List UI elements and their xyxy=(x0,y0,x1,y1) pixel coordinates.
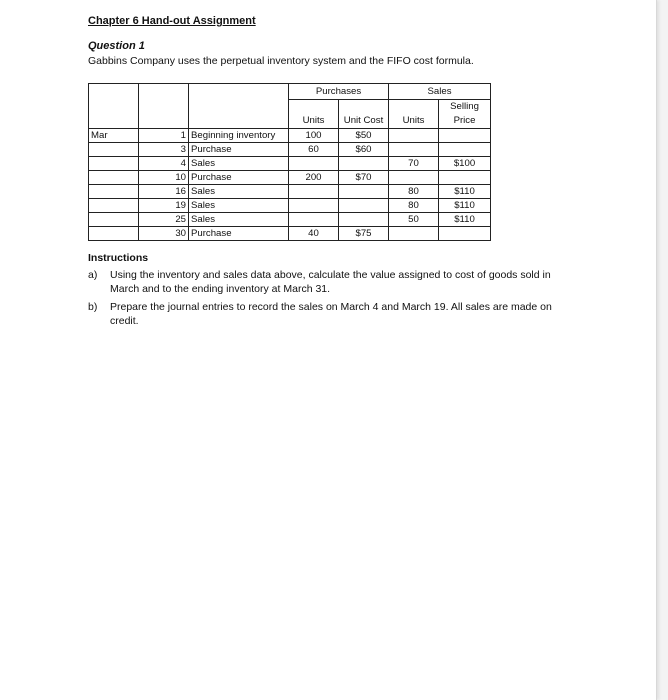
description-cell: Purchase xyxy=(189,227,289,241)
day-cell: 19 xyxy=(139,199,189,213)
month-cell xyxy=(89,143,139,157)
purchase-units-cell xyxy=(289,199,339,213)
purchase-units-cell: 200 xyxy=(289,171,339,185)
inventory-table xyxy=(88,83,491,241)
instruction-a xyxy=(88,268,568,296)
selling-price-cell xyxy=(439,143,491,157)
table-row xyxy=(89,199,491,213)
sales-header: Sales xyxy=(389,84,491,100)
question-title: Question 1 xyxy=(88,40,145,52)
day-cell: 25 xyxy=(139,213,189,227)
instruction-b-label: b) xyxy=(88,301,98,313)
table-header-row xyxy=(89,113,491,129)
purchase-units-cell xyxy=(289,157,339,171)
selling-price-cell: $100 xyxy=(439,157,491,171)
instructions-heading: Instructions xyxy=(88,252,149,264)
purchase-units-cell xyxy=(289,213,339,227)
sales-units-header: Units xyxy=(389,113,439,129)
price-header: Price xyxy=(439,113,491,129)
purchase-cost-cell: $60 xyxy=(339,143,389,157)
day-cell: 4 xyxy=(139,157,189,171)
description-cell: Sales xyxy=(189,157,289,171)
sales-units-cell xyxy=(389,227,439,241)
month-cell xyxy=(89,185,139,199)
sales-units-cell: 80 xyxy=(389,199,439,213)
month-cell xyxy=(89,157,139,171)
month-cell xyxy=(89,213,139,227)
purchase-cost-cell: $75 xyxy=(339,227,389,241)
purchase-units-cell xyxy=(289,185,339,199)
sales-units-cell xyxy=(389,171,439,185)
table-row xyxy=(89,143,491,157)
sales-units-cell xyxy=(389,129,439,143)
units-header: Units xyxy=(289,113,339,129)
table-row xyxy=(89,185,491,199)
month-cell xyxy=(89,171,139,185)
description-cell: Sales xyxy=(189,185,289,199)
sales-units-cell xyxy=(389,143,439,157)
day-cell: 3 xyxy=(139,143,189,157)
chapter-title: Chapter 6 Hand-out Assignment xyxy=(88,15,256,27)
month-cell xyxy=(89,227,139,241)
table-row xyxy=(89,227,491,241)
purchase-units-cell: 40 xyxy=(289,227,339,241)
table-row xyxy=(89,213,491,227)
instruction-a-text: Using the inventory and sales data above, calculate the value assigned to cost of goods sold in March and to the ending inventory at March 31. xyxy=(110,269,551,295)
purchase-units-cell: 100 xyxy=(289,129,339,143)
day-cell: 30 xyxy=(139,227,189,241)
instruction-b-text: Prepare the journal entries to record the sales on March 4 and March 19. All sales are made on credit. xyxy=(110,301,552,327)
description-cell: Beginning inventory xyxy=(189,129,289,143)
month-cell xyxy=(89,199,139,213)
instruction-b xyxy=(88,300,568,328)
day-cell: 1 xyxy=(139,129,189,143)
purchase-cost-cell xyxy=(339,213,389,227)
purchase-cost-cell xyxy=(339,199,389,213)
purchase-cost-cell xyxy=(339,185,389,199)
selling-price-cell xyxy=(439,171,491,185)
question-text: Gabbins Company uses the perpetual inventory system and the FIFO cost formula. xyxy=(88,55,474,67)
purchase-units-cell: 60 xyxy=(289,143,339,157)
purchases-header: Purchases xyxy=(289,84,389,100)
table-row xyxy=(89,171,491,185)
table-body xyxy=(89,129,491,241)
description-cell: Purchase xyxy=(189,143,289,157)
selling-price-cell xyxy=(439,227,491,241)
selling-header: Selling xyxy=(439,100,491,114)
table-header-row xyxy=(89,100,491,114)
purchase-cost-cell: $70 xyxy=(339,171,389,185)
purchase-cost-cell xyxy=(339,157,389,171)
instruction-a-label: a) xyxy=(88,269,98,281)
selling-price-cell: $110 xyxy=(439,213,491,227)
description-cell: Sales xyxy=(189,199,289,213)
unit-cost-header: Unit Cost xyxy=(339,113,389,129)
purchase-cost-cell: $50 xyxy=(339,129,389,143)
sales-units-cell: 80 xyxy=(389,185,439,199)
description-cell: Purchase xyxy=(189,171,289,185)
day-cell: 16 xyxy=(139,185,189,199)
sales-units-cell: 70 xyxy=(389,157,439,171)
day-cell: 10 xyxy=(139,171,189,185)
description-cell: Sales xyxy=(189,213,289,227)
table-row xyxy=(89,129,491,143)
selling-price-cell xyxy=(439,129,491,143)
table-row xyxy=(89,157,491,171)
sales-units-cell: 50 xyxy=(389,213,439,227)
month-cell: Mar xyxy=(89,129,139,143)
selling-price-cell: $110 xyxy=(439,185,491,199)
selling-price-cell: $110 xyxy=(439,199,491,213)
table-header-row xyxy=(89,84,491,100)
